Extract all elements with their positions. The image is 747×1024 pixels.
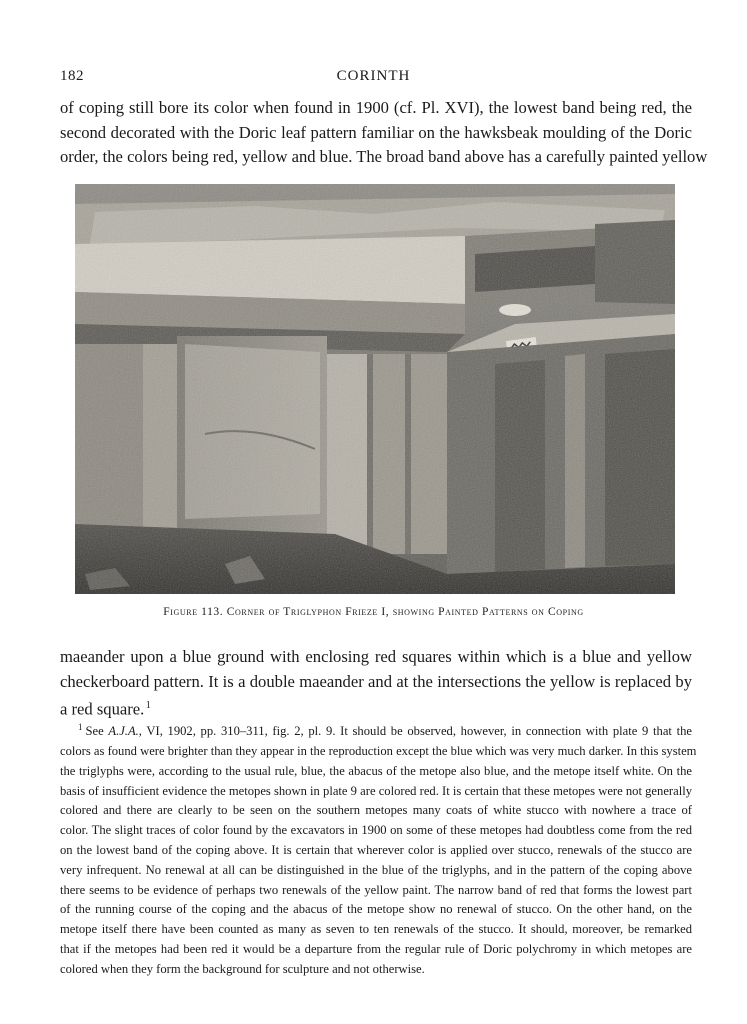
paragraph-top <box>60 96 708 170</box>
footnote-reference[interactable]: 1 <box>145 700 151 711</box>
footnote-line: that if the metopes had been red it would be a departure from the regular rule of Doric polychromy in which metopes are <box>60 941 692 956</box>
footnote-line: the triglyphs were, according to the usual rule, blue, the abacus of the metope also blue, and the metope itself white. On the <box>60 763 692 778</box>
footnote-line: metope itself there have been counted as many as seven to ten renewals of the stucco. It should, moreover, be remarked <box>60 922 692 937</box>
footnote-line: colors as found were brighter than they appear in the reproduction except the blue which was very much darker. In this system <box>60 743 697 758</box>
footnote-line: colored and there are clearly to be seen on the southern metopes many coats of white stucco with nowhere a trace of <box>60 803 692 818</box>
footnote-line: colored when they form the background for sculpture and not otherwise. <box>60 961 425 976</box>
running-title: CORINTH <box>336 68 411 84</box>
footnote-line: on the lowest band of the coping above. It is certain that wherever color is applied over stucco, renewals of the stucco are <box>60 842 692 857</box>
footnote-prefix: See <box>85 724 109 739</box>
footnote-line: color. The slight traces of color found by the excavators in 1900 on some of these metopes had doubtless come from the red <box>60 823 692 838</box>
text-line: order, the colors being red, yellow and blue. The broad band above has a carefully painted yellow <box>60 147 708 166</box>
page-number: 182 <box>60 68 84 84</box>
footnote-line: there seems to be evidence of perhaps two renewals of the yellow paint. The narrow band of red that forms the lowest part <box>60 882 692 897</box>
footnote-line <box>60 718 692 742</box>
text-line: second decorated with the Doric leaf pattern familiar on the hawksbeak moulding of the Doric <box>60 122 692 142</box>
figure-photograph <box>75 184 675 594</box>
footnote-line: of the running course of the coping and the abacus of the metope show no renewal of stucco. On the other hand, on the <box>60 902 692 917</box>
text-line: checkerboard pattern. It is a double maeander and at the intersections the yellow is replaced by <box>60 671 692 691</box>
footnote-line: very infrequent. No renewal at all can be distinguished in the blue of the triglyphs, and in the pattern of the coping above <box>60 862 692 877</box>
figure-caption: Figure 113. Corner of Triglyphon Frieze I, showing Painted Patterns on Coping <box>163 606 584 618</box>
text-line-content: a red square. <box>60 699 145 719</box>
journal-title: A.J.A. <box>108 724 139 739</box>
footnote-line: basis of insufficient evidence the metopes shown in plate 9 are colored red. It is certain that these metopes were not generally <box>60 783 692 798</box>
text-line: of coping still bore its color when found in 1900 (cf. Pl. XVI), the lowest band being red, the <box>60 98 692 117</box>
footnote-line-rest: , VI, 1902, pp. 310–311, fig. 2, pl. 9. It should be observed, however, in connection with plate 9 that the <box>138 724 692 739</box>
paragraph-bottom <box>60 645 692 722</box>
footnote <box>60 718 697 980</box>
text-line: maeander upon a blue ground with enclosing red squares within which is a blue and yellow <box>60 647 692 666</box>
footnote-mark: 1 <box>78 722 83 732</box>
photo-illustration <box>75 184 675 594</box>
